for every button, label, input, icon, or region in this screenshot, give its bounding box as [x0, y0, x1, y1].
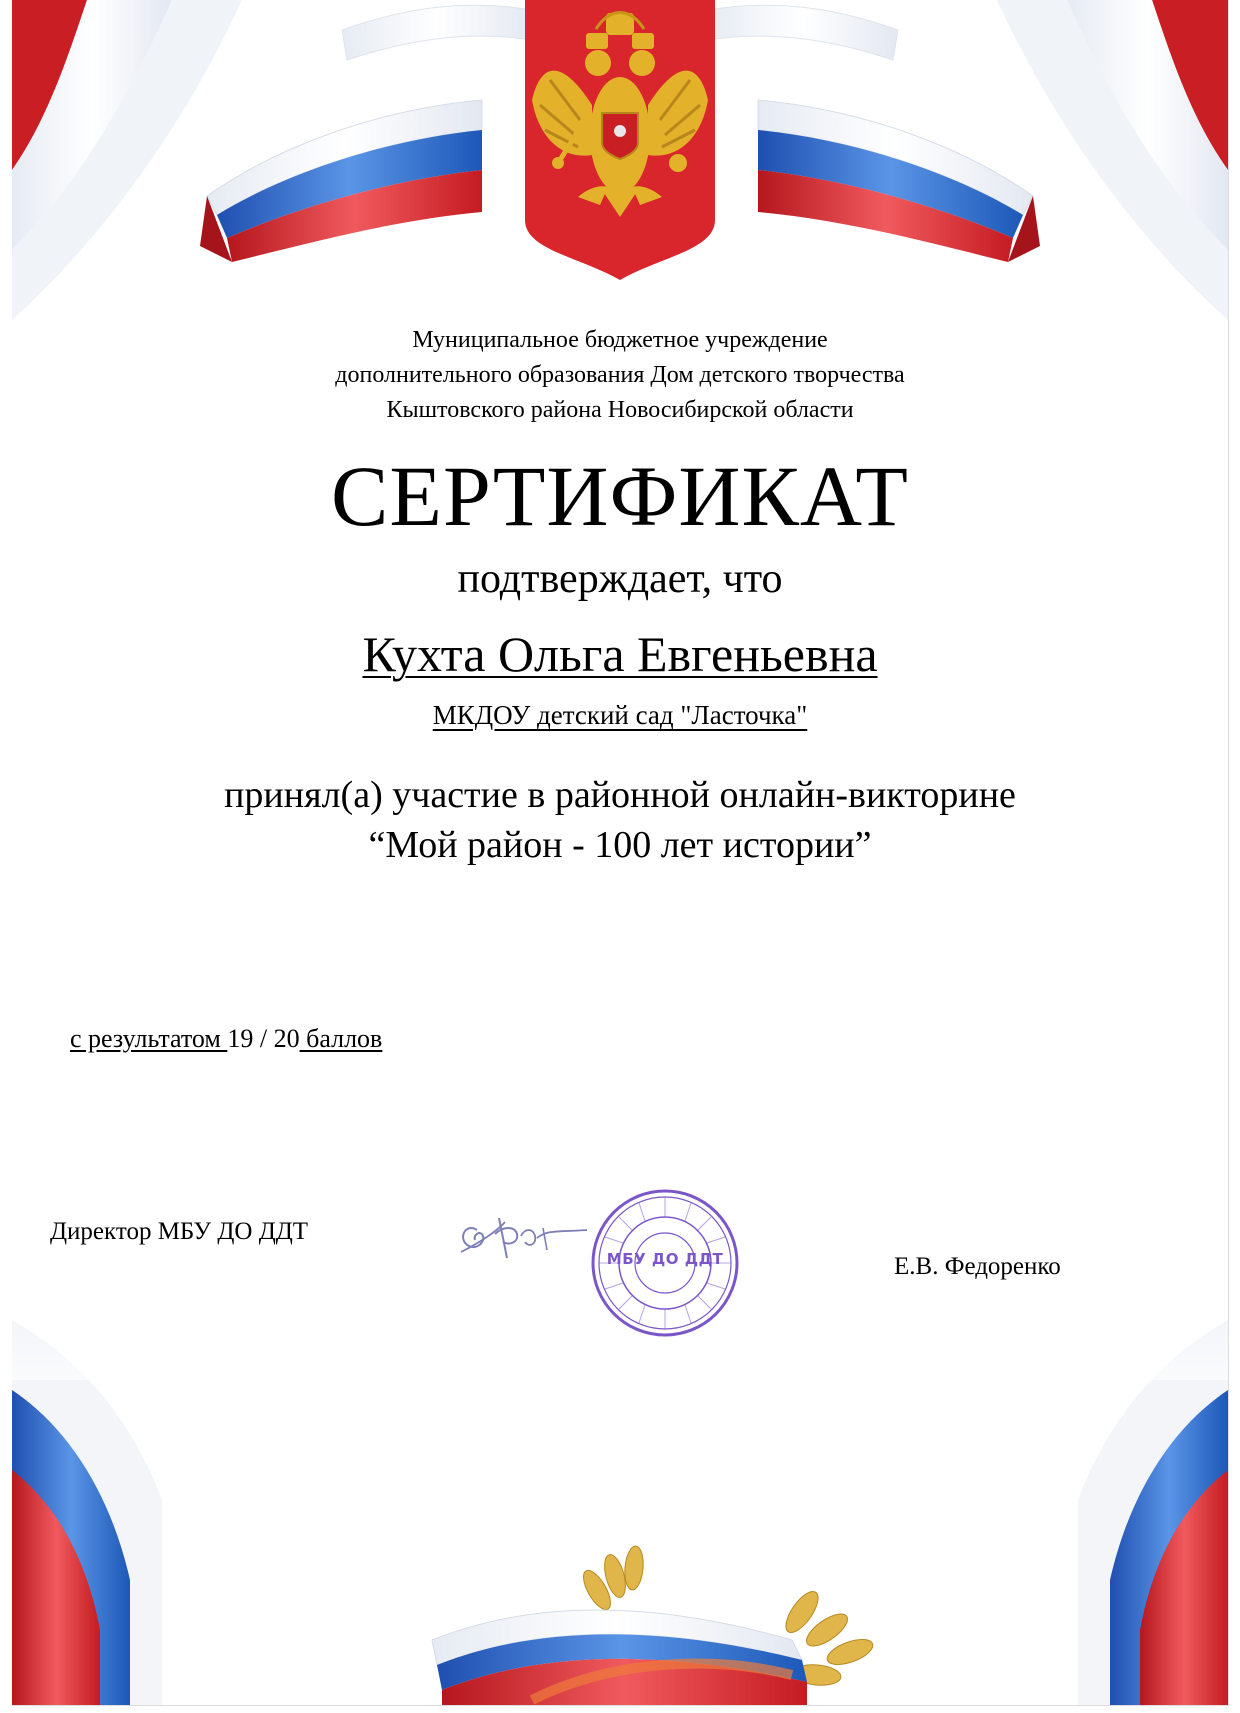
recipient-name-text: Кухта Ольга Евгеньевна — [362, 626, 878, 682]
recipient-organization — [0, 697, 1240, 733]
result-score: 19 / 20 — [227, 1024, 300, 1053]
participation-text: принял(а) участие в районной онлайн-викторине — [224, 774, 1016, 816]
top-left-ribbon — [12, 0, 242, 320]
bottom-center-ribbon — [432, 1610, 807, 1705]
certificate-title: СЕРТИФИКАТ — [331, 448, 909, 544]
stamp-center-text: МБУ ДО ДДТ — [606, 1250, 724, 1268]
result-prefix: с результатом — [70, 1024, 228, 1053]
organization-line: Кыштовского района Новосибирской области — [386, 397, 854, 423]
organization-line: дополнительного образования Дом детского творчества — [335, 362, 905, 388]
recipient-organization-text: МКДОУ детский сад "Ласточка" — [432, 700, 808, 730]
recipient-name — [0, 622, 1240, 686]
bottom-right-ribbon — [1068, 1320, 1228, 1705]
russian-coat-of-arms-icon — [525, 0, 715, 280]
confirms-text: подтверждает, что — [457, 556, 783, 602]
result-line — [70, 1022, 382, 1056]
director-position: Директор МБУ ДО ДДТ — [50, 1218, 309, 1245]
bottom-left-ribbon — [12, 1320, 172, 1705]
issuing-organization — [0, 323, 1240, 428]
handwritten-signature-icon — [455, 1200, 595, 1270]
top-right-ribbon — [997, 0, 1228, 320]
quiz-name: “Мой район - 100 лет истории” — [368, 824, 872, 866]
signer-name: Е.В. Федоренко — [894, 1253, 1061, 1280]
result-suffix: баллов — [299, 1024, 383, 1053]
organization-line: Муниципальное бюджетное учреждение — [412, 327, 828, 353]
